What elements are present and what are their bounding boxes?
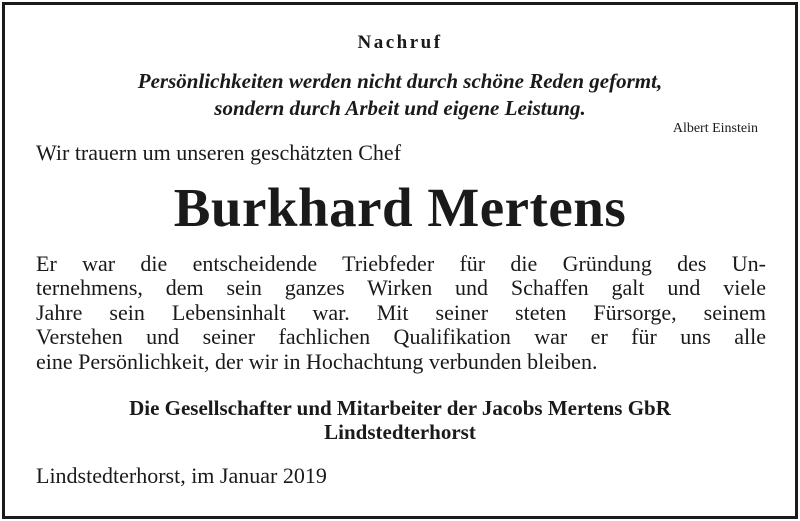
- tribute-line: Er war die entscheidende Triebfeder für die Gründung des Un-: [36, 251, 766, 276]
- tribute-line: eine Persönlichkeit, der wir in Hochachtung verbunden bleiben.: [36, 348, 598, 374]
- intro-text: Wir trauern um unseren geschätzten Chef: [36, 140, 402, 165]
- signature-line-2: Lindstedterhorst: [324, 420, 476, 444]
- deceased-name: Burkhard Mertens: [173, 177, 627, 238]
- notice-heading: Nachruf: [357, 32, 443, 53]
- tribute-line: Verstehen und seiner fachlichen Qualifikation war er für uns alle: [36, 324, 766, 350]
- tribute-line: Jahre sein Lebensinhalt war. Mit seiner steten Fürsorge, seinem: [36, 299, 766, 325]
- quote-author: Albert Einstein: [672, 121, 758, 136]
- tribute-text: [36, 252, 766, 374]
- place-date: Lindstedterhorst, im Januar 2019: [36, 463, 327, 488]
- signature-line-1: Die Gesellschafter und Mitarbeiter der Jacobs Mertens GbR: [129, 396, 671, 420]
- quote-line-1: Persönlichkeiten werden nicht durch schöne Reden geformt,: [137, 69, 663, 93]
- tribute-line: ternehmens, dem sein ganzes Wirken und Schaffen galt und viele: [36, 275, 766, 301]
- quote-line-2: sondern durch Arbeit und eigene Leistung.: [214, 96, 586, 120]
